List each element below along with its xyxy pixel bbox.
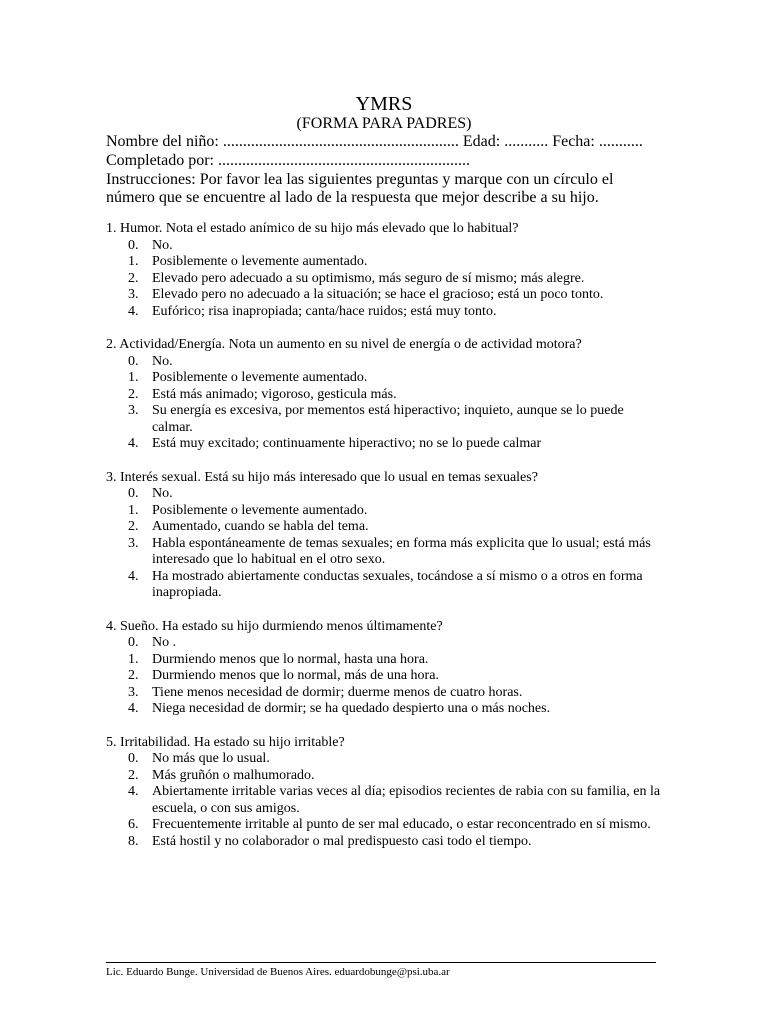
answer-option [106, 370, 666, 387]
answer-option-number: 2. [128, 519, 139, 534]
answer-option-number: 2. [128, 386, 139, 402]
question-block [106, 337, 666, 453]
answer-option-number: 1. [128, 502, 139, 518]
answer-option-number: 4. [128, 303, 139, 319]
answer-option [106, 271, 666, 288]
footer-credit: Lic. Eduardo Bunge. Universidad de Buenos Aires. eduardobunge@psi.uba.ar [106, 966, 450, 978]
answer-option-text: No. [152, 486, 173, 501]
answer-option [106, 436, 666, 453]
question-title: 5. Irritabilidad. Ha estado su hijo irritable? [106, 734, 345, 750]
answer-option-number: 3. [128, 684, 139, 700]
answer-option-text: Durmiendo menos que lo normal, más de una hora. [152, 668, 439, 683]
answer-option [106, 784, 666, 817]
answer-option [106, 701, 666, 718]
answer-option-number: 0. [128, 486, 139, 501]
question-block [106, 619, 666, 718]
answer-option [106, 536, 666, 569]
answer-option-number: 2. [128, 270, 139, 286]
answer-option-number: 1. [128, 370, 139, 385]
answer-option-number: 4. [128, 436, 139, 451]
answer-option [106, 403, 666, 436]
completed-by-line: Completado por: ............................................................... [106, 152, 470, 169]
answer-option-text: Aumentado, cuando se habla del tema. [152, 519, 369, 534]
answer-option [106, 668, 666, 685]
answer-option [106, 387, 666, 404]
document-subtitle: (FORMA PARA PADRES) [296, 115, 472, 132]
answer-option-number: 8. [128, 833, 139, 849]
answer-option [106, 354, 666, 371]
answer-option [106, 635, 666, 652]
answer-option-number: 4. [128, 568, 139, 584]
answer-option-text: No. [152, 237, 173, 253]
answer-option [106, 768, 666, 785]
answer-option-text: Más gruñón o malhumorado. [152, 767, 315, 783]
question-title: 3. Interés sexual. Está su hijo más interesado que lo usual en temas sexuales? [106, 469, 538, 485]
answer-option [106, 751, 666, 768]
answer-option [106, 238, 666, 255]
answer-option-text: Ha mostrado abiertamente conductas sexuales, tocándose a sí mismo o a otros en forma inapropiada. [152, 568, 643, 600]
answer-option-text: Tiene menos necesidad de dormir; duerme menos de cuatro horas. [152, 684, 523, 700]
answer-option [106, 287, 666, 304]
answer-option-text: Durmiendo menos que lo normal, hasta una hora. [152, 651, 429, 667]
answer-option-text: Eufórico; risa inapropiada; canta/hace ruidos; está muy tonto. [152, 303, 497, 319]
answer-option-text: Frecuentemente irritable al punto de ser mal educado, o estar reconcentrado en sí mismo. [152, 817, 651, 832]
answer-option [106, 834, 666, 851]
answer-option-text: Elevado pero no adecuado a la situación; se hace el gracioso; está un poco tonto. [152, 287, 604, 302]
answer-option-number: 0. [128, 751, 139, 766]
answer-option-text: Niega necesidad de dormir; se ha quedado despierto una o más noches. [152, 701, 551, 716]
answer-option [106, 503, 666, 520]
answer-option-number: 0. [128, 237, 139, 253]
question-block [106, 470, 666, 602]
answer-option [106, 486, 666, 503]
questions-list [106, 221, 666, 867]
answer-option-text: Elevado pero adecuado a su optimismo, más seguro de sí mismo; más alegre. [152, 270, 585, 286]
answer-option-text: Posiblemente o levemente aumentado. [152, 502, 368, 518]
answer-option-text: Posiblemente o levemente aumentado. [152, 370, 368, 385]
answer-option-number: 2. [128, 668, 139, 683]
question-title: 2. Actividad/Energía. Nota un aumento en su nivel de energía o de actividad motora? [106, 337, 582, 352]
answer-option-number: 1. [128, 254, 139, 269]
instructions: Instrucciones: Por favor lea las siguientes preguntas y marque con un círculo el número que se encuentre al lado de la respuesta que mejor describe a su hijo. [106, 171, 614, 206]
answer-option-text: No . [152, 635, 177, 650]
answer-option-number: 4. [128, 701, 139, 716]
answer-option-text: Abiertamente irritable varias veces al día; episodios recientes de rabia con su familia, en la escuela, o con sus amigos. [152, 784, 661, 816]
answer-option-number: 0. [128, 353, 139, 369]
answer-option-number: 0. [128, 635, 139, 650]
answer-option [106, 817, 666, 834]
answer-option-text: Habla espontáneamente de temas sexuales; en forma más explicita que lo usual; está más interesado que lo habitual en el otro sexo. [152, 535, 651, 567]
answer-option [106, 519, 666, 536]
answer-option-text: No más que lo usual. [152, 751, 270, 766]
answer-option-text: Posiblemente o levemente aumentado. [152, 254, 368, 269]
answer-option-number: 3. [128, 535, 139, 551]
question-block [106, 221, 666, 320]
answer-option-number: 3. [128, 403, 139, 418]
question-title: 4. Sueño. Ha estado su hijo durmiendo menos últimamente? [106, 618, 443, 634]
answer-option [106, 652, 666, 669]
answer-option [106, 304, 666, 321]
answer-option [106, 254, 666, 271]
question-block [106, 735, 666, 851]
answer-option-text: No. [152, 353, 173, 369]
answer-option [106, 569, 666, 602]
answer-option-text: Su energía es excesiva, por mementos está hiperactivo; inquieto, aunque se lo puede calmar. [152, 403, 624, 435]
answer-option [106, 685, 666, 702]
question-title: 1. Humor. Nota el estado anímico de su hijo más elevado que lo habitual? [106, 221, 519, 236]
child-name-age-date-line: Nombre del niño: ........................................................... Edad: ........... Fecha: ........... [106, 133, 643, 150]
answer-option-text: Está muy excitado; continuamente hiperactivo; no se lo puede calmar [152, 436, 542, 451]
answer-option-number: 1. [128, 651, 139, 667]
footer-divider [106, 962, 656, 963]
document-title: YMRS [355, 93, 413, 115]
answer-option-number: 4. [128, 784, 139, 799]
answer-option-number: 2. [128, 767, 139, 783]
answer-option-text: Está más animado; vigoroso, gesticula más. [152, 386, 397, 402]
answer-option-number: 3. [128, 287, 139, 302]
answer-option-text: Está hostil y no colaborador o mal predispuesto casi todo el tiempo. [152, 833, 532, 849]
answer-option-number: 6. [128, 817, 139, 832]
